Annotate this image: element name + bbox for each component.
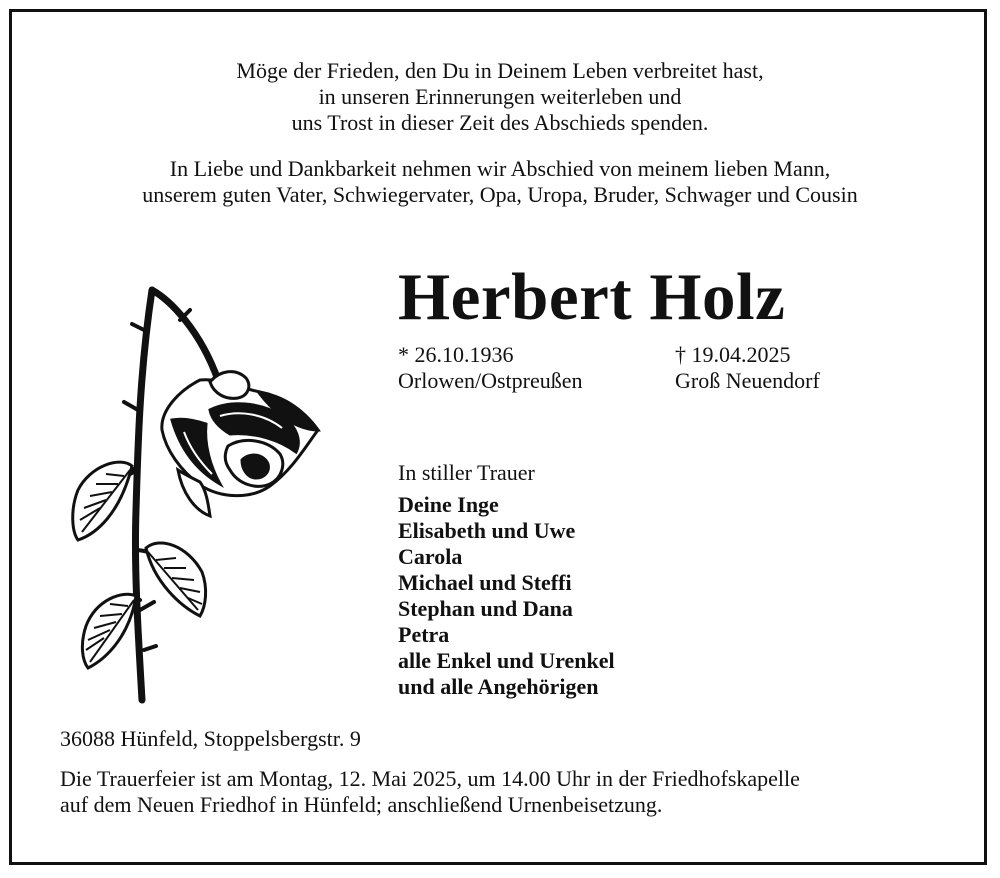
deceased-name: Herbert Holz [398,260,786,334]
death-place: Groß Neuendorf [675,368,820,393]
intro-line-2: unserem guten Vater, Schwiegervater, Opa, Uropa, Bruder, Schwager und Cousin [142,182,858,207]
ceremony-line-2: auf dem Neuen Friedhof in Hünfeld; anschließend Urnenbeisetzung. [60,792,663,817]
mourner-item: Elisabeth und Uwe [398,518,576,543]
birth-place: Orlowen/Ostpreußen [398,368,583,393]
drooping-rose-icon [60,270,330,710]
mourner-item: Michael und Steffi [398,570,572,595]
intro-line-1: In Liebe und Dankbarkeit nehmen wir Abschied von meinem lieben Mann, [169,156,831,181]
mourner-item: Deine Inge [398,492,499,517]
motto-line-3: uns Trost in dieser Zeit des Abschieds spenden. [291,110,709,135]
mourning-intro: In stiller Trauer [398,460,535,485]
motto-line-2: in unseren Erinnerungen weiterleben und [318,84,682,109]
family-address: 36088 Hünfeld, Stoppelsbergstr. 9 [60,726,361,751]
ceremony-info [60,766,800,818]
birth-info [398,342,583,394]
mourner-item: alle Enkel und Urenkel [398,648,615,673]
mourner-item: und alle Angehörigen [398,674,599,699]
farewell-intro [12,156,988,208]
mourners-list [398,492,615,700]
ceremony-line-1: Die Trauerfeier ist am Montag, 12. Mai 2025, um 14.00 Uhr in der Friedhofskapelle [60,766,800,791]
motto-line-1: Möge der Frieden, den Du in Deinem Leben verbreitet hast, [236,58,764,83]
birth-date: * 26.10.1936 [398,342,514,367]
mourner-item: Carola [398,544,463,569]
mourner-item: Stephan und Dana [398,596,573,621]
mourner-item: Petra [398,622,450,647]
death-date: † 19.04.2025 [675,342,791,367]
motto-verse [12,58,988,136]
death-info [675,342,820,394]
